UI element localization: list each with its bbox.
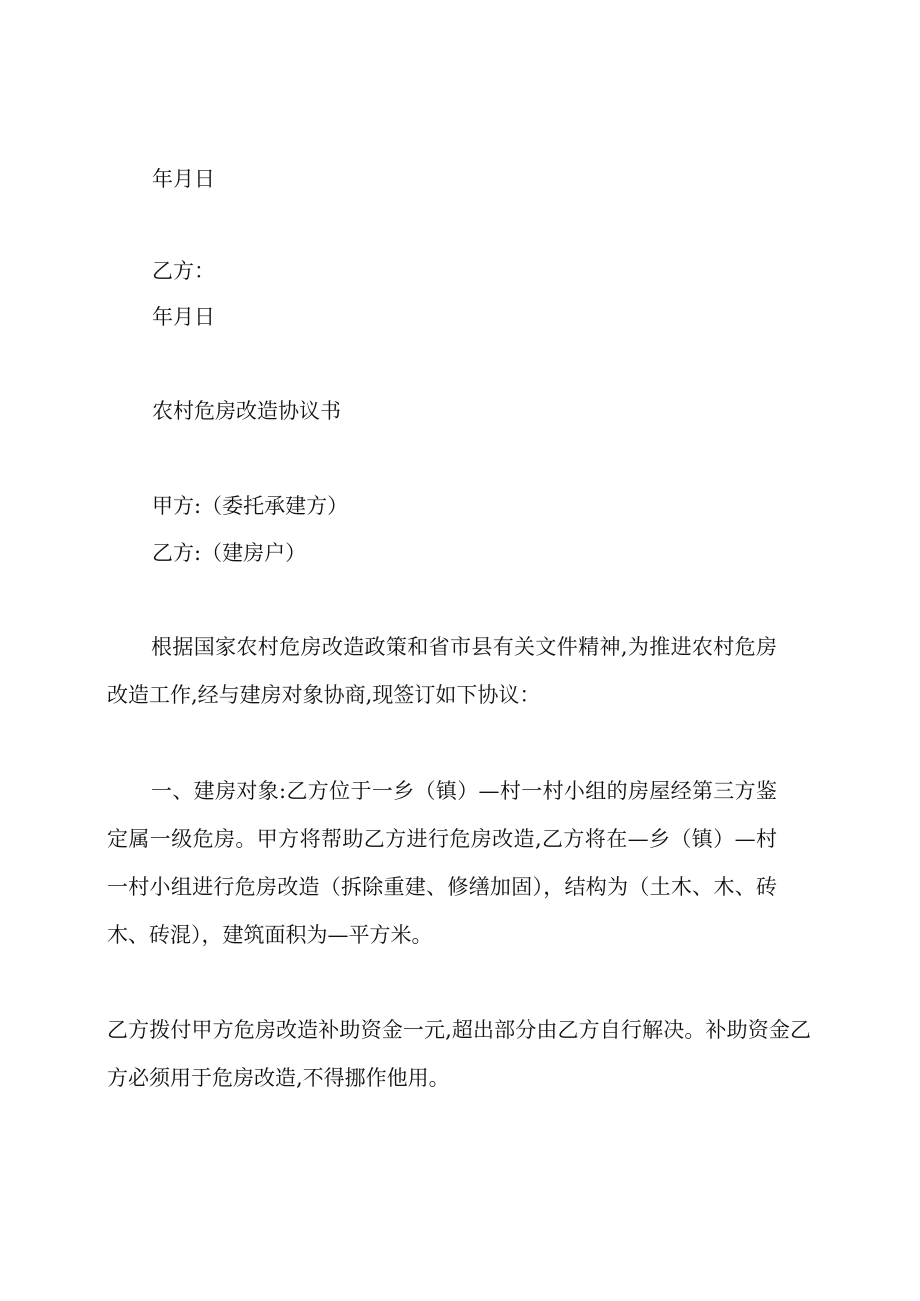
signature-date-1: 年月日 (152, 167, 215, 191)
intro-paragraph: 根据国家农村危房改造政策和省市县有关文件精神,为推进农村危房改造工作,经与建房对象协商,现签订如下协议： (107, 635, 777, 707)
document-title: 农村危房改造协议书 (152, 399, 341, 423)
clause-1-paragraph: 一、建房对象:乙方位于一乡（镇）—村一村小组的房屋经第三方鉴定属一级危房。甲方将帮助乙方进行危房改造,乙方将在—乡（镇）—村一村小组进行危房改造（拆除重建、修缮加固），结构为（土木、木、砖木、砖混），建筑面积为—平方米。 (107, 779, 777, 947)
party-a-line: 甲方:（委托承建方） (152, 494, 349, 518)
party-b-signature-label: 乙方： (152, 259, 215, 283)
signature-date-2: 年月日 (152, 305, 215, 329)
clause-2-paragraph: 乙方拨付甲方危房改造补助资金一元,超出部分由乙方自行解决。补助资金乙方必须用于危房改造,不得挪作他用。 (107, 1018, 811, 1090)
party-b-line: 乙方:（建房户） (152, 541, 307, 565)
